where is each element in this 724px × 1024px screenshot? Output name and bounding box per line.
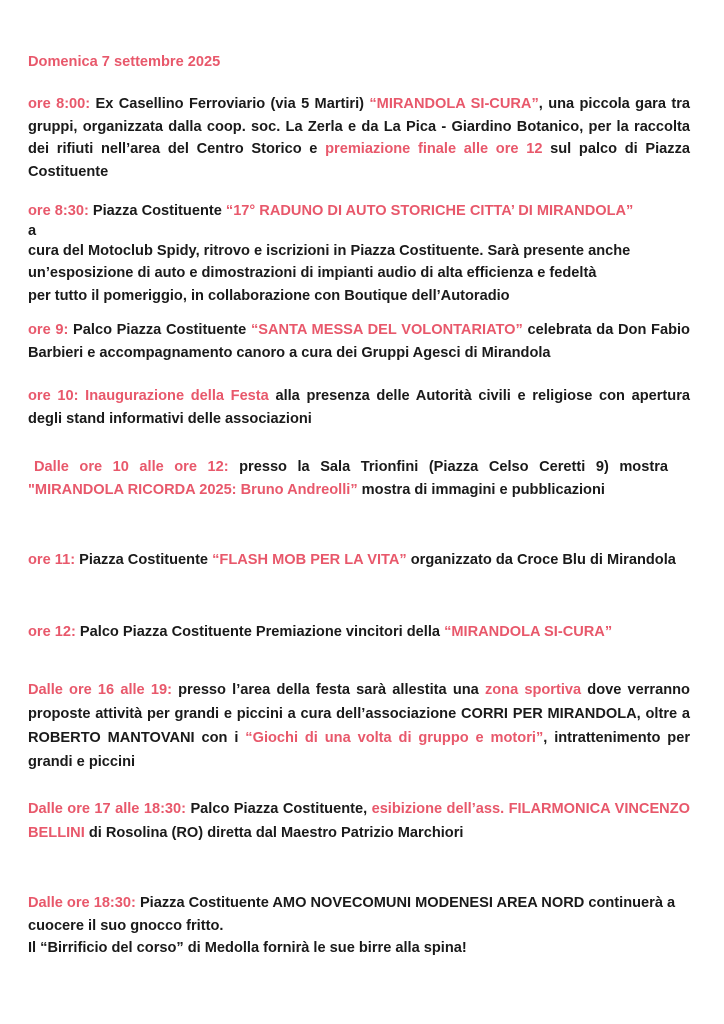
- event-location: presso la Sala Trionfini (Piazza Celso Ceretti 9) mostra: [228, 459, 668, 475]
- event-time: ore 8:00:: [28, 96, 91, 112]
- event-description-line: cura del Motoclub Spidy, ritrovo e iscrizioni in Piazza Costituente. Sarà presente anche: [28, 242, 631, 259]
- page-date-heading: Domenica 7 settembre 2025: [28, 54, 221, 70]
- event-description: organizzato da Croce Blu di Mirandola: [406, 552, 676, 568]
- event-title: “MIRANDOLA SI-CURA”: [444, 624, 613, 640]
- event-title: “SANTA MESSA DEL VOLONTARIATO”: [250, 322, 523, 338]
- event-time: ore 9:: [28, 322, 69, 338]
- event-title: “Giochi di una volta di gruppo e motori”: [245, 730, 544, 746]
- event-description: Palco Piazza Costituente Premiazione vincitori della: [75, 624, 445, 640]
- event-mirandola-ricorda: [28, 456, 668, 501]
- event-title: “17° RADUNO DI AUTO STORICHE CITTA’ DI MIRANDOLA”: [225, 203, 634, 219]
- event-description: alla presenza delle Autorità civili e religiose con apertura degli stand informativi delle associazioni: [28, 388, 690, 427]
- event-description: mostra di immagini e pubblicazioni: [357, 481, 605, 498]
- event-zona-sportiva: [28, 678, 690, 774]
- event-description-end: sul palco di Piazza Costituente: [28, 141, 690, 180]
- event-title: “MIRANDOLA SI-CURA”: [369, 96, 539, 112]
- event-time: ore 8:30:: [28, 203, 89, 219]
- event-time: ore 11:: [28, 552, 76, 568]
- event-time: Dalle ore 16 alle 19:: [28, 682, 172, 698]
- event-time: ore 12:: [28, 624, 76, 640]
- event-premiazione: [28, 621, 690, 644]
- event-description: a: [28, 222, 37, 239]
- event-description: di Rosolina (RO) diretta dal Maestro Patrizio Marchiori: [84, 825, 464, 841]
- event-raduno-auto-storiche: [28, 200, 690, 307]
- event-description-line: Il “Birrificio del corso” di Medolla fornirà le sue birre alla spina!: [28, 940, 467, 956]
- event-location: Piazza Costituente: [88, 203, 226, 219]
- event-highlight: zona sportiva: [484, 682, 582, 698]
- event-highlight: esibizione dell’ass. FILARMONICA VINCENZO BELLINI: [28, 801, 690, 841]
- event-time: Dalle ore 17 alle 18:30:: [28, 801, 187, 817]
- event-highlight: premiazione finale alle ore 12: [325, 141, 543, 157]
- event-location: Piazza Costituente: [75, 552, 213, 568]
- event-description: celebrata da Don Fabio Barbieri e accompagnamento canoro a cura dei Gruppi Agesci di Mirandola: [28, 322, 690, 361]
- event-description: dove verranno proposte attività per grandi e piccini a cura dell’associazione CORRI PER MIRANDOLA, oltre a ROBERTO MANTOVANI con i: [28, 682, 690, 746]
- event-inaugurazione: [28, 385, 690, 430]
- event-description: Piazza Costituente AMO NOVECOMUNI MODENESI AREA NORD continuerà a cuocere il suo gnocco fritto.: [28, 895, 676, 934]
- event-description-line: per tutto il pomeriggio, in collaborazione con Boutique dell’Autoradio: [28, 287, 510, 304]
- event-description-line: un’esposizione di auto e dimostrazioni di impianti audio di alta efficienza e fedeltà: [28, 265, 597, 281]
- event-description: , una piccola gara tra gruppi, organizzata dalla coop. soc. La Zerla e da La Pica - Giardino Botanico, per la raccolta dei rifiuti nell’area del Centro Storico e: [28, 96, 690, 157]
- event-title: “FLASH MOB PER LA VITA”: [212, 552, 407, 568]
- event-santa-messa: [28, 319, 690, 364]
- event-time: ore 10: Inaugurazione della Festa: [28, 388, 269, 404]
- event-title: "MIRANDOLA RICORDA 2025: Bruno Andreolli”: [28, 481, 358, 498]
- event-filarmonica: [28, 797, 690, 845]
- event-flash-mob: [28, 549, 690, 572]
- event-gnocco-fritto: [28, 892, 688, 960]
- event-location: presso l’area della festa sarà allestita una: [171, 682, 485, 698]
- event-mirandola-si-cura: [28, 93, 690, 183]
- event-description-end: , intrattenimento per grandi e piccini: [28, 730, 691, 770]
- event-location: Ex Casellino Ferroviario (via 5 Martiri): [90, 96, 370, 112]
- event-time: Dalle ore 18:30:: [28, 895, 136, 911]
- event-location: Palco Piazza Costituente: [68, 322, 251, 338]
- event-location: Palco Piazza Costituente,: [186, 801, 372, 817]
- event-time: Dalle ore 10 alle ore 12:: [34, 459, 229, 475]
